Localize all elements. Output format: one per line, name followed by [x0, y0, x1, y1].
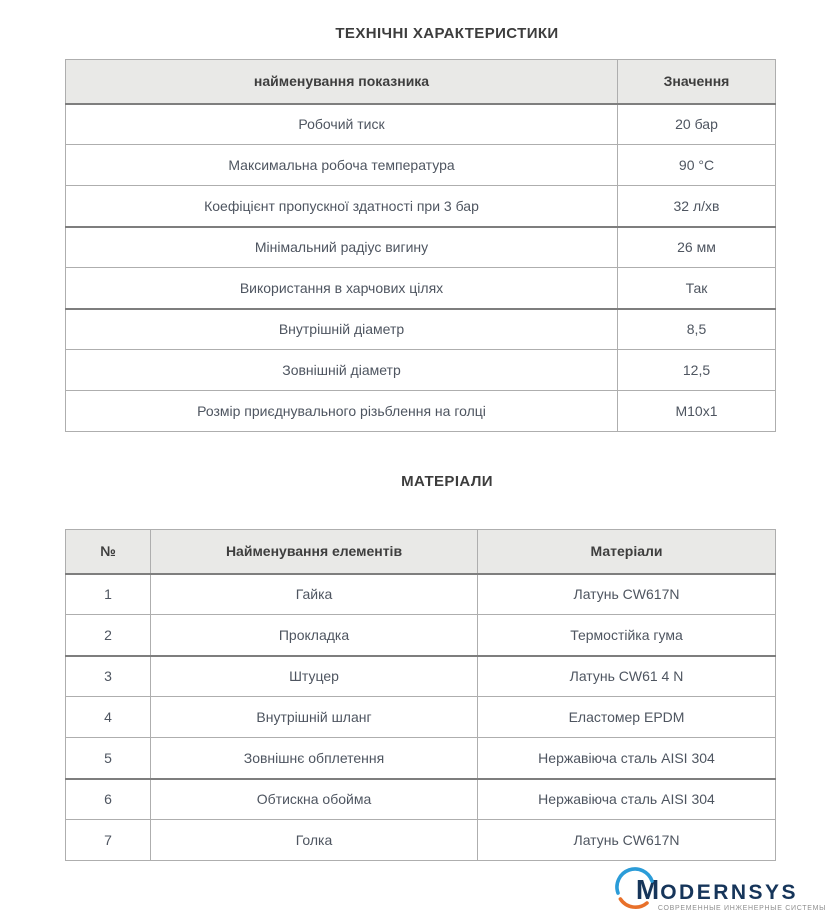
specs-header-value: Значення [618, 60, 776, 104]
materials-header-element: Найменування елементів [151, 530, 478, 574]
specs-table [65, 59, 776, 432]
spec-value: 90 °C [618, 145, 776, 186]
materials-table [65, 529, 776, 861]
material-num: 7 [66, 820, 151, 861]
material-num: 4 [66, 697, 151, 738]
table-row [66, 615, 776, 656]
material-num: 6 [66, 779, 151, 820]
material-value: Латунь CW617N [478, 574, 776, 615]
spec-value: 20 бар [618, 104, 776, 145]
spec-value: 12,5 [618, 350, 776, 391]
material-element: Обтискна обойма [151, 779, 478, 820]
material-num: 2 [66, 615, 151, 656]
table-row [66, 350, 776, 391]
table-row [66, 186, 776, 227]
material-value: Нержавіюча сталь AISI 304 [478, 779, 776, 820]
material-value: Еластомер EPDM [478, 697, 776, 738]
table-row [66, 309, 776, 350]
spec-name: Робочий тиск [66, 104, 618, 145]
modernsys-logo [624, 876, 826, 912]
specs-header-name: найменування показника [66, 60, 618, 104]
table-row [66, 779, 776, 820]
spec-name: Використання в харчових цілях [66, 268, 618, 309]
materials-header-num: № [66, 530, 151, 574]
spec-value: Так [618, 268, 776, 309]
table-row [66, 820, 776, 861]
table-row [66, 697, 776, 738]
table-row [66, 656, 776, 697]
materials-header-row [66, 530, 776, 574]
spec-name: Максимальна робоча температура [66, 145, 618, 186]
spec-name: Мінімальний радіус вигину [66, 227, 618, 268]
logo-tagline: СОВРЕМЕННЫЕ ИНЖЕНЕРНЫЕ СИСТЕМЫ [657, 905, 826, 912]
table-row [66, 268, 776, 309]
material-element: Гайка [151, 574, 478, 615]
spec-value: 32 л/хв [618, 186, 776, 227]
material-value: Латунь CW617N [478, 820, 776, 861]
table-row [66, 145, 776, 186]
table-row [66, 104, 776, 145]
specs-header-row [66, 60, 776, 104]
spec-value: M10x1 [618, 391, 776, 432]
spec-value: 8,5 [618, 309, 776, 350]
materials-header-material: Матеріали [478, 530, 776, 574]
material-num: 5 [66, 738, 151, 779]
material-value: Нержавіюча сталь AISI 304 [478, 738, 776, 779]
material-value: Термостійка гума [478, 615, 776, 656]
table-row [66, 227, 776, 268]
table-row [66, 574, 776, 615]
spec-value: 26 мм [618, 227, 776, 268]
page-title-materials: МАТЕРІАЛИ [401, 473, 493, 490]
material-value: Латунь CW61 4 N [478, 656, 776, 697]
spec-name: Внутрішній діаметр [66, 309, 618, 350]
spec-name: Коефіцієнт пропускної здатності при 3 бар [66, 186, 618, 227]
spec-name: Зовнішній діаметр [66, 350, 618, 391]
table-row [66, 738, 776, 779]
page-title-technical: ТЕХНІЧНІ ХАРАКТЕРИСТИКИ [335, 25, 559, 42]
material-element: Зовнішнє обплетення [151, 738, 478, 779]
spec-name: Розмір приєднувального різьблення на голці [66, 391, 618, 432]
table-row [66, 391, 776, 432]
material-element: Прокладка [151, 615, 478, 656]
logo-wordmark: ODERNSYS [660, 881, 799, 904]
material-num: 3 [66, 656, 151, 697]
material-element: Штуцер [151, 656, 478, 697]
material-num: 1 [66, 574, 151, 615]
material-element: Внутрішній шланг [151, 697, 478, 738]
logo-initial: M [635, 874, 661, 905]
material-element: Голка [151, 820, 478, 861]
